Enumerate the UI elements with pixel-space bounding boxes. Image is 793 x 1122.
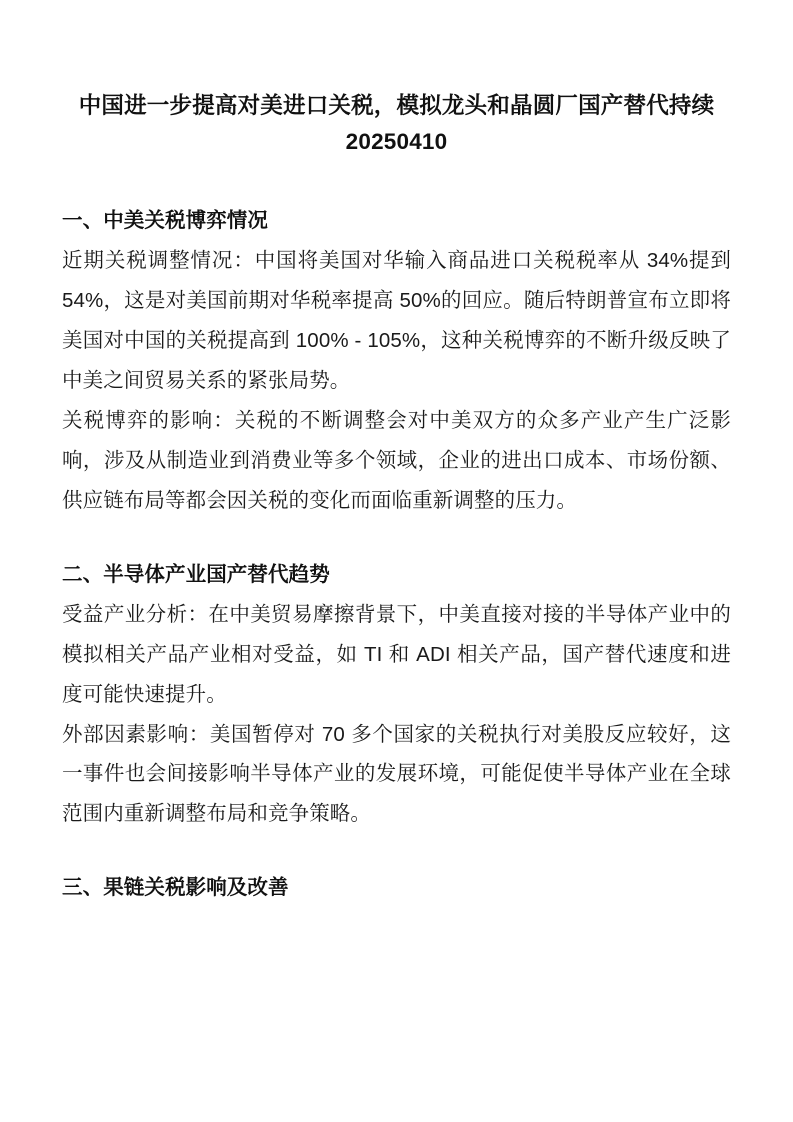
section-1 xyxy=(62,201,731,521)
section-1-heading: 一、中美关税博弈情况 xyxy=(62,208,268,232)
section-3 xyxy=(62,868,731,908)
section-2-paragraph-2: 外部因素影响：美国暂停对 70 多个国家的关税执行对美股反应较好，这一事件也会间接影响半导体产业的发展环境，可能促使半导体产业在全球范围内重新调整布局和竞争策略。 xyxy=(62,722,731,826)
section-2 xyxy=(62,555,731,835)
section-2-paragraph-1: 受益产业分析：在中美贸易摩擦背景下，中美直接对接的半导体产业中的模拟相关产品产业相对受益，如 TI 和 ADI 相关产品，国产替代速度和进度可能快速提升。 xyxy=(62,602,731,706)
section-1-paragraph-2: 关税博弈的影响：关税的不断调整会对中美双方的众多产业产生广泛影响，涉及从制造业到消费业等多个领域，企业的进出口成本、市场份额、供应链布局等都会因关税的变化而面临重新调整的压力。 xyxy=(62,408,731,512)
page-title-line-2: 20250410 xyxy=(345,129,448,155)
section-2-heading: 二、半导体产业国产替代趋势 xyxy=(62,562,330,586)
section-3-heading: 三、果链关税影响及改善 xyxy=(62,876,289,900)
page-title-line-1: 中国进一步提高对美进口关税，模拟龙头和晶圆厂国产替代持续 xyxy=(78,93,715,118)
section-1-paragraph-1: 近期关税调整情况：中国将美国对华输入商品进口关税税率从 34%提到 54%，这是对美国前期对华税率提高 50%的回应。随后特朗普宣布立即将美国对中国的关税提高到 100% - 105%，这种关税博弈的不断升级反映了中美之间贸易关系的紧张局势。 xyxy=(62,248,731,392)
page-title xyxy=(72,88,721,161)
